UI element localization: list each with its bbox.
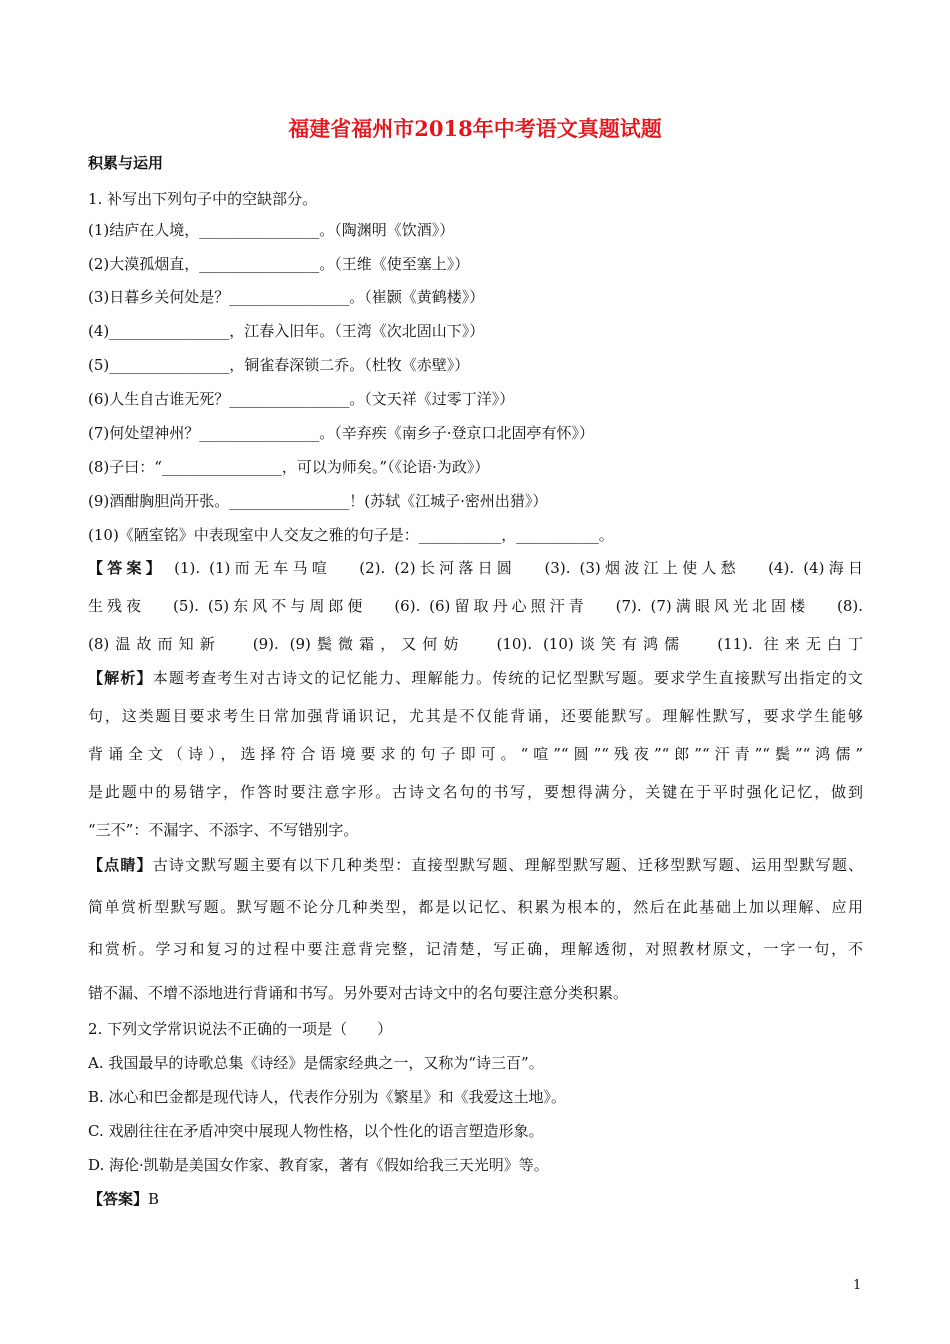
question-1-item: (4)________________，江春入旧年。（王湾《次北固山下》） xyxy=(88,322,485,340)
document-title: 福建省福州市2018年中考语文真题试题 xyxy=(288,116,662,141)
analysis-line xyxy=(88,668,863,688)
answer-text: B xyxy=(148,1190,160,1208)
question-2-option-c: C. 戏剧往往在矛盾冲突中展现人物性格，以个性化的语言塑造形象。 xyxy=(88,1122,544,1140)
analysis-label: 【解析】 xyxy=(88,669,153,687)
tip-line: 错不漏、不增不添地进行背诵和书写。另外要对古诗文中的名句要注意分类积累。 xyxy=(88,984,629,1002)
question-1-item: (10)《陋室铭》中表现室中人交友之雅的句子是：___________，___________。 xyxy=(88,526,614,544)
tip-line: 和赏析。学习和复习的过程中要注意背完整，记清楚，写正确，理解透彻，对照教材原文，一字一句，不 xyxy=(88,940,863,958)
question-2-option-d: D. 海伦·凯勒是美国女作家、教育家，著有《假如给我三天光明》等。 xyxy=(88,1156,549,1174)
answer-label: 【答案】 xyxy=(88,1190,149,1208)
question-1-answer-line: (8)温故而知新 (9). (9)鬓微霜，又何妨 (10). (10)谈笑有鸿儒 (11). 往来无白丁 xyxy=(88,635,863,653)
question-1-item: (2)大漠孤烟直，________________。（王维《使至塞上》） xyxy=(88,255,470,273)
question-2-stem: 2. 下列文学常识说法不正确的一项是（ ） xyxy=(88,1020,393,1038)
section-heading: 积累与运用 xyxy=(88,154,164,172)
page-number: 1 xyxy=(853,1278,862,1293)
answer-label: 【答案】 xyxy=(88,559,166,577)
question-1-item: (5)________________，铜雀春深锁二乔。（杜牧《赤壁》） xyxy=(88,356,470,374)
question-1-item: (8)子曰：“________________，可以为师矣。”（《论语·为政》） xyxy=(88,458,490,476)
question-1-item: (3)日暮乡关何处是？________________。（崔颢《黄鹤楼》） xyxy=(88,288,485,306)
question-1-item: (1)结庐在人境，________________。（陶渊明《饮酒》） xyxy=(88,221,455,239)
question-1-item: (9)酒酣胸胆尚开张。________________！(苏轼《江城子·密州出猎》） xyxy=(88,492,548,510)
analysis-line: “三不”：不漏字、不添字、不写错别字。 xyxy=(88,821,359,839)
analysis-text: 本题考查考生对古诗文的记忆能力、理解能力。传统的记忆型默写题。要求学生直接默写出指定的文 xyxy=(152,669,863,687)
question-2-answer xyxy=(88,1189,159,1209)
tip-line xyxy=(88,855,863,875)
answer-text: (1). (1)而无车马喧 (2). (2)长河落日圆 (3). (3)烟波江上使人愁 (4). (4)海日 xyxy=(165,559,863,577)
tip-label: 【点睛】 xyxy=(88,856,153,874)
question-1-answer-line xyxy=(88,558,863,578)
analysis-line: 背诵全文（诗），选择符合语境要求的句子即可。“喧”“圆”“残夜”“郎”“汗青”“鬓”“鸿儒” xyxy=(88,745,863,763)
tip-line: 简单赏析型默写题。默写题不论分几种类型，都是以记忆、积累为根本的，然后在此基础上加以理解、应用 xyxy=(88,898,863,916)
question-1-item: (7)何处望神州？________________。（辛弃疾《南乡子·登京口北固亭有怀》） xyxy=(88,424,595,442)
analysis-line: 句，这类题目要求考生日常加强背诵识记，尤其是不仅能背诵，还要能默写。理解性默写，要求学生能够 xyxy=(88,707,863,725)
question-1-item: (6)人生自古谁无死？________________。（文天祥《过零丁洋》） xyxy=(88,390,515,408)
question-1-answer-line: 生残夜 (5). (5)东风不与周郎便 (6). (6)留取丹心照汗青 (7). (7)满眼风光北固楼 (8). xyxy=(88,597,863,615)
question-2-option-b: B. 冰心和巴金都是现代诗人，代表作分别为《繁星》和《我爱这土地》。 xyxy=(88,1088,567,1106)
question-1-stem: 1. 补写出下列句子中的空缺部分。 xyxy=(88,190,318,208)
question-2-option-a: A. 我国最早的诗歌总集《诗经》是儒家经典之一，又称为“诗三百”。 xyxy=(88,1054,544,1072)
analysis-line: 是此题中的易错字，作答时要注意字形。古诗文名句的书写，要想得满分，关键在于平时强化记忆，做到 xyxy=(88,783,863,801)
tip-text: 古诗文默写题主要有以下几种类型：直接型默写题、理解型默写题、迁移型默写题、运用型默写题、 xyxy=(152,856,863,874)
